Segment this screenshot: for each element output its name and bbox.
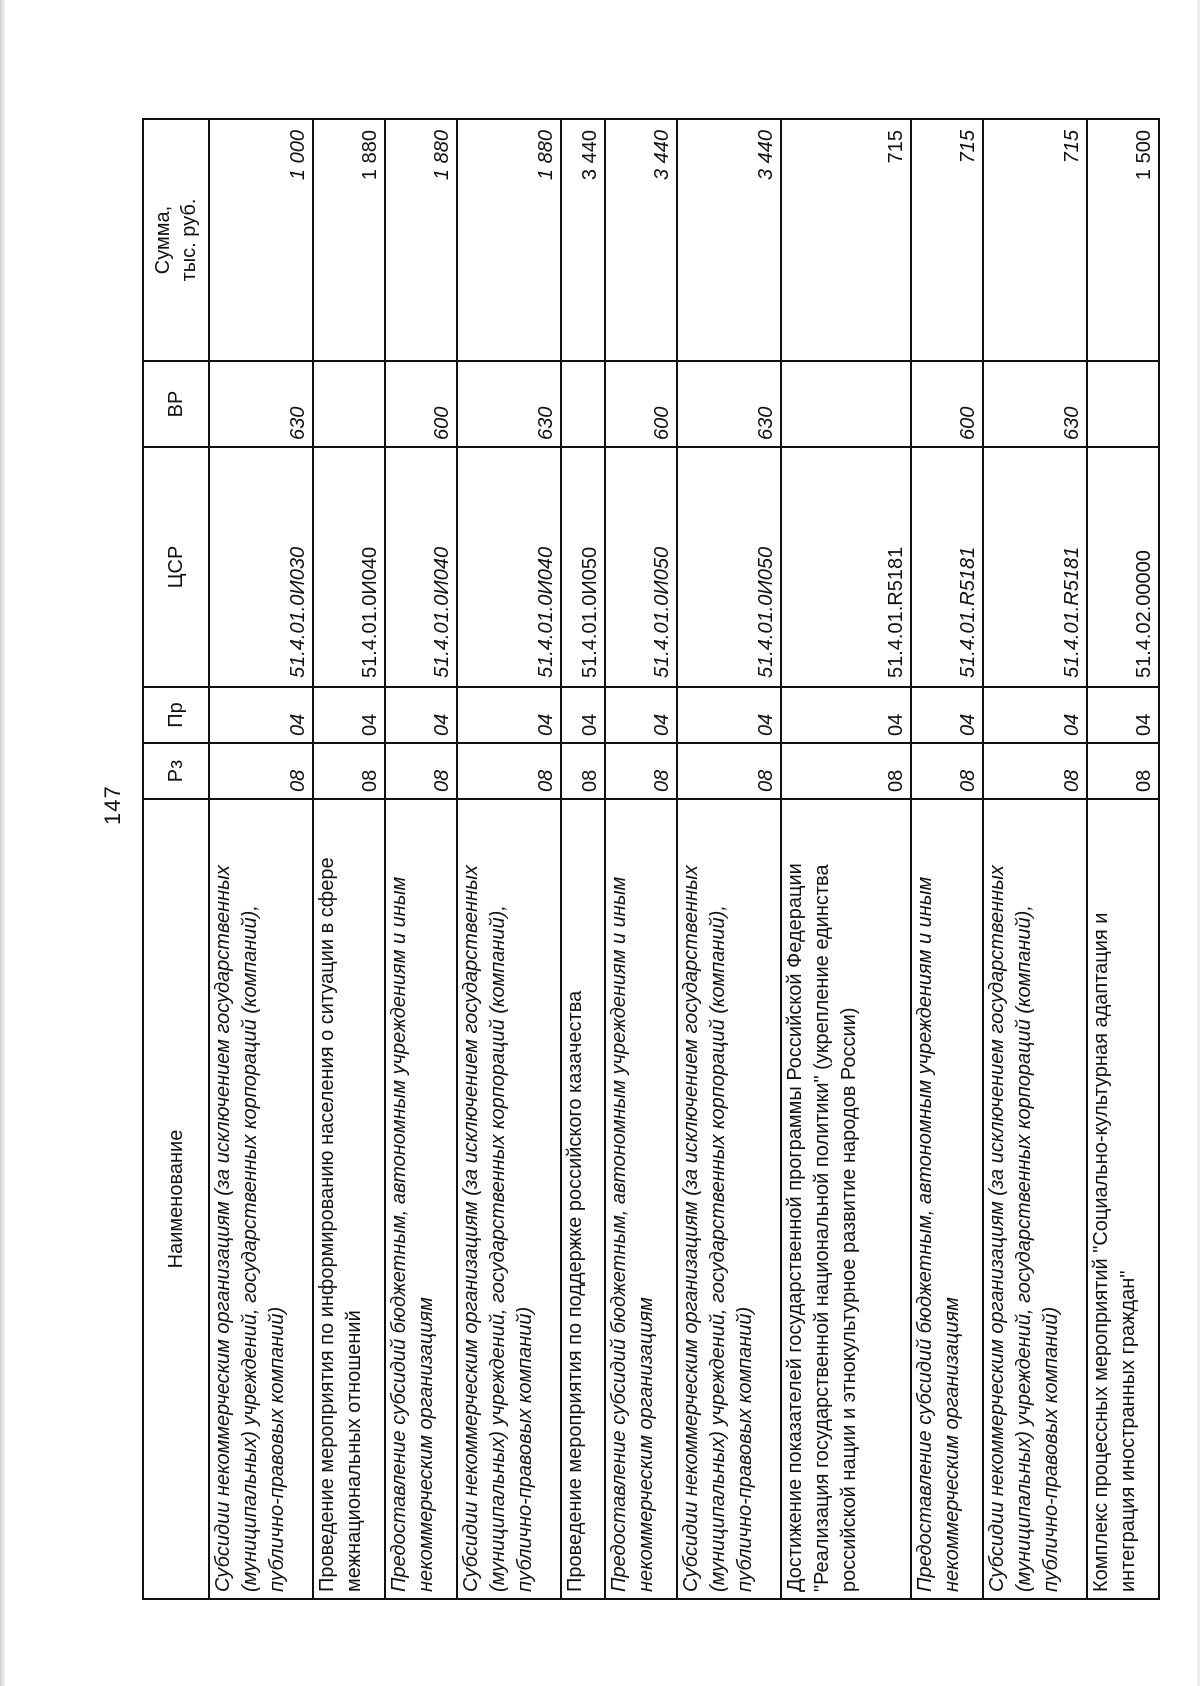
row-vr [561, 361, 605, 447]
row-pr: 04 [313, 687, 385, 743]
row-vr: 630 [209, 361, 313, 447]
row-csr: 51.4.01.0И050 [605, 447, 677, 687]
row-name: Предоставление субсидий бюджетным, автономным учреждениям и иным некоммерческим организациям [605, 799, 677, 1599]
row-csr: 51.4.01.0И040 [313, 447, 385, 687]
table-row [209, 119, 313, 1599]
row-name: Субсидии некоммерческим организациям (за исключением государственных (муниципальных) учреждений, государственных корпораций (компаний), публично-правовых компаний) [983, 799, 1087, 1599]
row-pr: 04 [983, 687, 1087, 743]
row-sum: 715 [781, 119, 911, 361]
table-body [209, 119, 1159, 1599]
row-sum: 1 880 [457, 119, 561, 361]
row-name: Предоставление субсидий бюджетным, автономным учреждениям и иным некоммерческим организациям [911, 799, 983, 1599]
page-number: 147 [100, 785, 125, 825]
row-rz: 08 [385, 743, 457, 799]
row-pr: 04 [209, 687, 313, 743]
row-name: Субсидии некоммерческим организациям (за исключением государственных (муниципальных) учреждений, государственных корпораций (компаний), публично-правовых компаний) [209, 799, 313, 1599]
row-name: Субсидии некоммерческим организациям (за исключением государственных (муниципальных) учреждений, государственных корпораций (компаний), публично-правовых компаний) [677, 799, 781, 1599]
row-rz: 08 [457, 743, 561, 799]
row-sum: 3 440 [605, 119, 677, 361]
header-vr: ВР [143, 361, 209, 447]
row-rz: 08 [677, 743, 781, 799]
row-csr: 51.4.01.0И040 [457, 447, 561, 687]
row-csr: 51.4.01.0И030 [209, 447, 313, 687]
row-vr [313, 361, 385, 447]
table-row [385, 119, 457, 1599]
row-sum: 1 500 [1087, 119, 1159, 361]
row-pr: 04 [457, 687, 561, 743]
row-csr: 51.4.02.00000 [1087, 447, 1159, 687]
header-name: Наименование [143, 799, 209, 1599]
row-pr: 04 [1087, 687, 1159, 743]
header-row [143, 119, 209, 1599]
row-vr: 600 [385, 361, 457, 447]
row-rz: 08 [781, 743, 911, 799]
row-vr: 630 [677, 361, 781, 447]
row-name: Достижение показателей государственной программы Российской Федерации "Реализация государственной национальной политики" (укрепление единства российской нации и этнокультурное развитие народов России) [781, 799, 911, 1599]
row-vr: 600 [911, 361, 983, 447]
row-name: Субсидии некоммерческим организациям (за исключением государственных (муниципальных) учреждений, государственных корпораций (компаний), публично-правовых компаний) [457, 799, 561, 1599]
table-row [677, 119, 781, 1599]
row-csr: 51.4.01.0И040 [385, 447, 457, 687]
row-pr: 04 [677, 687, 781, 743]
header-pr: Пр [143, 687, 209, 743]
row-name: Проведение мероприятия по поддержке российского казачества [561, 799, 605, 1599]
row-rz: 08 [983, 743, 1087, 799]
row-rz: 08 [209, 743, 313, 799]
table-row [561, 119, 605, 1599]
row-vr [1087, 361, 1159, 447]
table-row [313, 119, 385, 1599]
scan-left-edge [0, 0, 5, 1686]
row-sum: 715 [911, 119, 983, 361]
header-sum-line2: тыс. руб. [178, 198, 200, 282]
table-row [1087, 119, 1159, 1599]
row-vr: 630 [983, 361, 1087, 447]
row-csr: 51.4.01.0И050 [677, 447, 781, 687]
row-csr: 51.4.01.R5181 [781, 447, 911, 687]
row-vr: 630 [457, 361, 561, 447]
header-rz: Рз [143, 743, 209, 799]
row-csr: 51.4.01.R5181 [983, 447, 1087, 687]
row-rz: 08 [1087, 743, 1159, 799]
row-csr: 51.4.01.R5181 [911, 447, 983, 687]
header-sum [143, 119, 209, 361]
table-row [457, 119, 561, 1599]
table-header [143, 119, 209, 1599]
row-name: Предоставление субсидий бюджетным, автономным учреждениям и иным некоммерческим организациям [385, 799, 457, 1599]
row-pr: 04 [781, 687, 911, 743]
table-row [781, 119, 911, 1599]
table-row [911, 119, 983, 1599]
row-pr: 04 [911, 687, 983, 743]
budget-table-sheet [142, 120, 1155, 1600]
header-csr: ЦСР [143, 447, 209, 687]
row-rz: 08 [313, 743, 385, 799]
row-csr: 51.4.01.0И050 [561, 447, 605, 687]
row-pr: 04 [385, 687, 457, 743]
row-name: Проведение мероприятия по информированию населения о ситуации в сфере межнациональных отношений [313, 799, 385, 1599]
row-sum: 3 440 [677, 119, 781, 361]
row-sum: 3 440 [561, 119, 605, 361]
budget-table [142, 118, 1160, 1600]
row-rz: 08 [605, 743, 677, 799]
row-vr: 600 [605, 361, 677, 447]
row-sum: 1 000 [209, 119, 313, 361]
row-pr: 04 [605, 687, 677, 743]
row-sum: 1 880 [313, 119, 385, 361]
row-sum: 715 [983, 119, 1087, 361]
row-rz: 08 [911, 743, 983, 799]
row-sum: 1 880 [385, 119, 457, 361]
row-vr [781, 361, 911, 447]
table-row [605, 119, 677, 1599]
table-row [983, 119, 1087, 1599]
row-name: Комплекс процессных мероприятий "Социально-культурная адаптация и интеграция иностранных граждан" [1087, 799, 1159, 1599]
header-sum-line1: Сумма, [152, 205, 174, 275]
row-pr: 04 [561, 687, 605, 743]
row-rz: 08 [561, 743, 605, 799]
